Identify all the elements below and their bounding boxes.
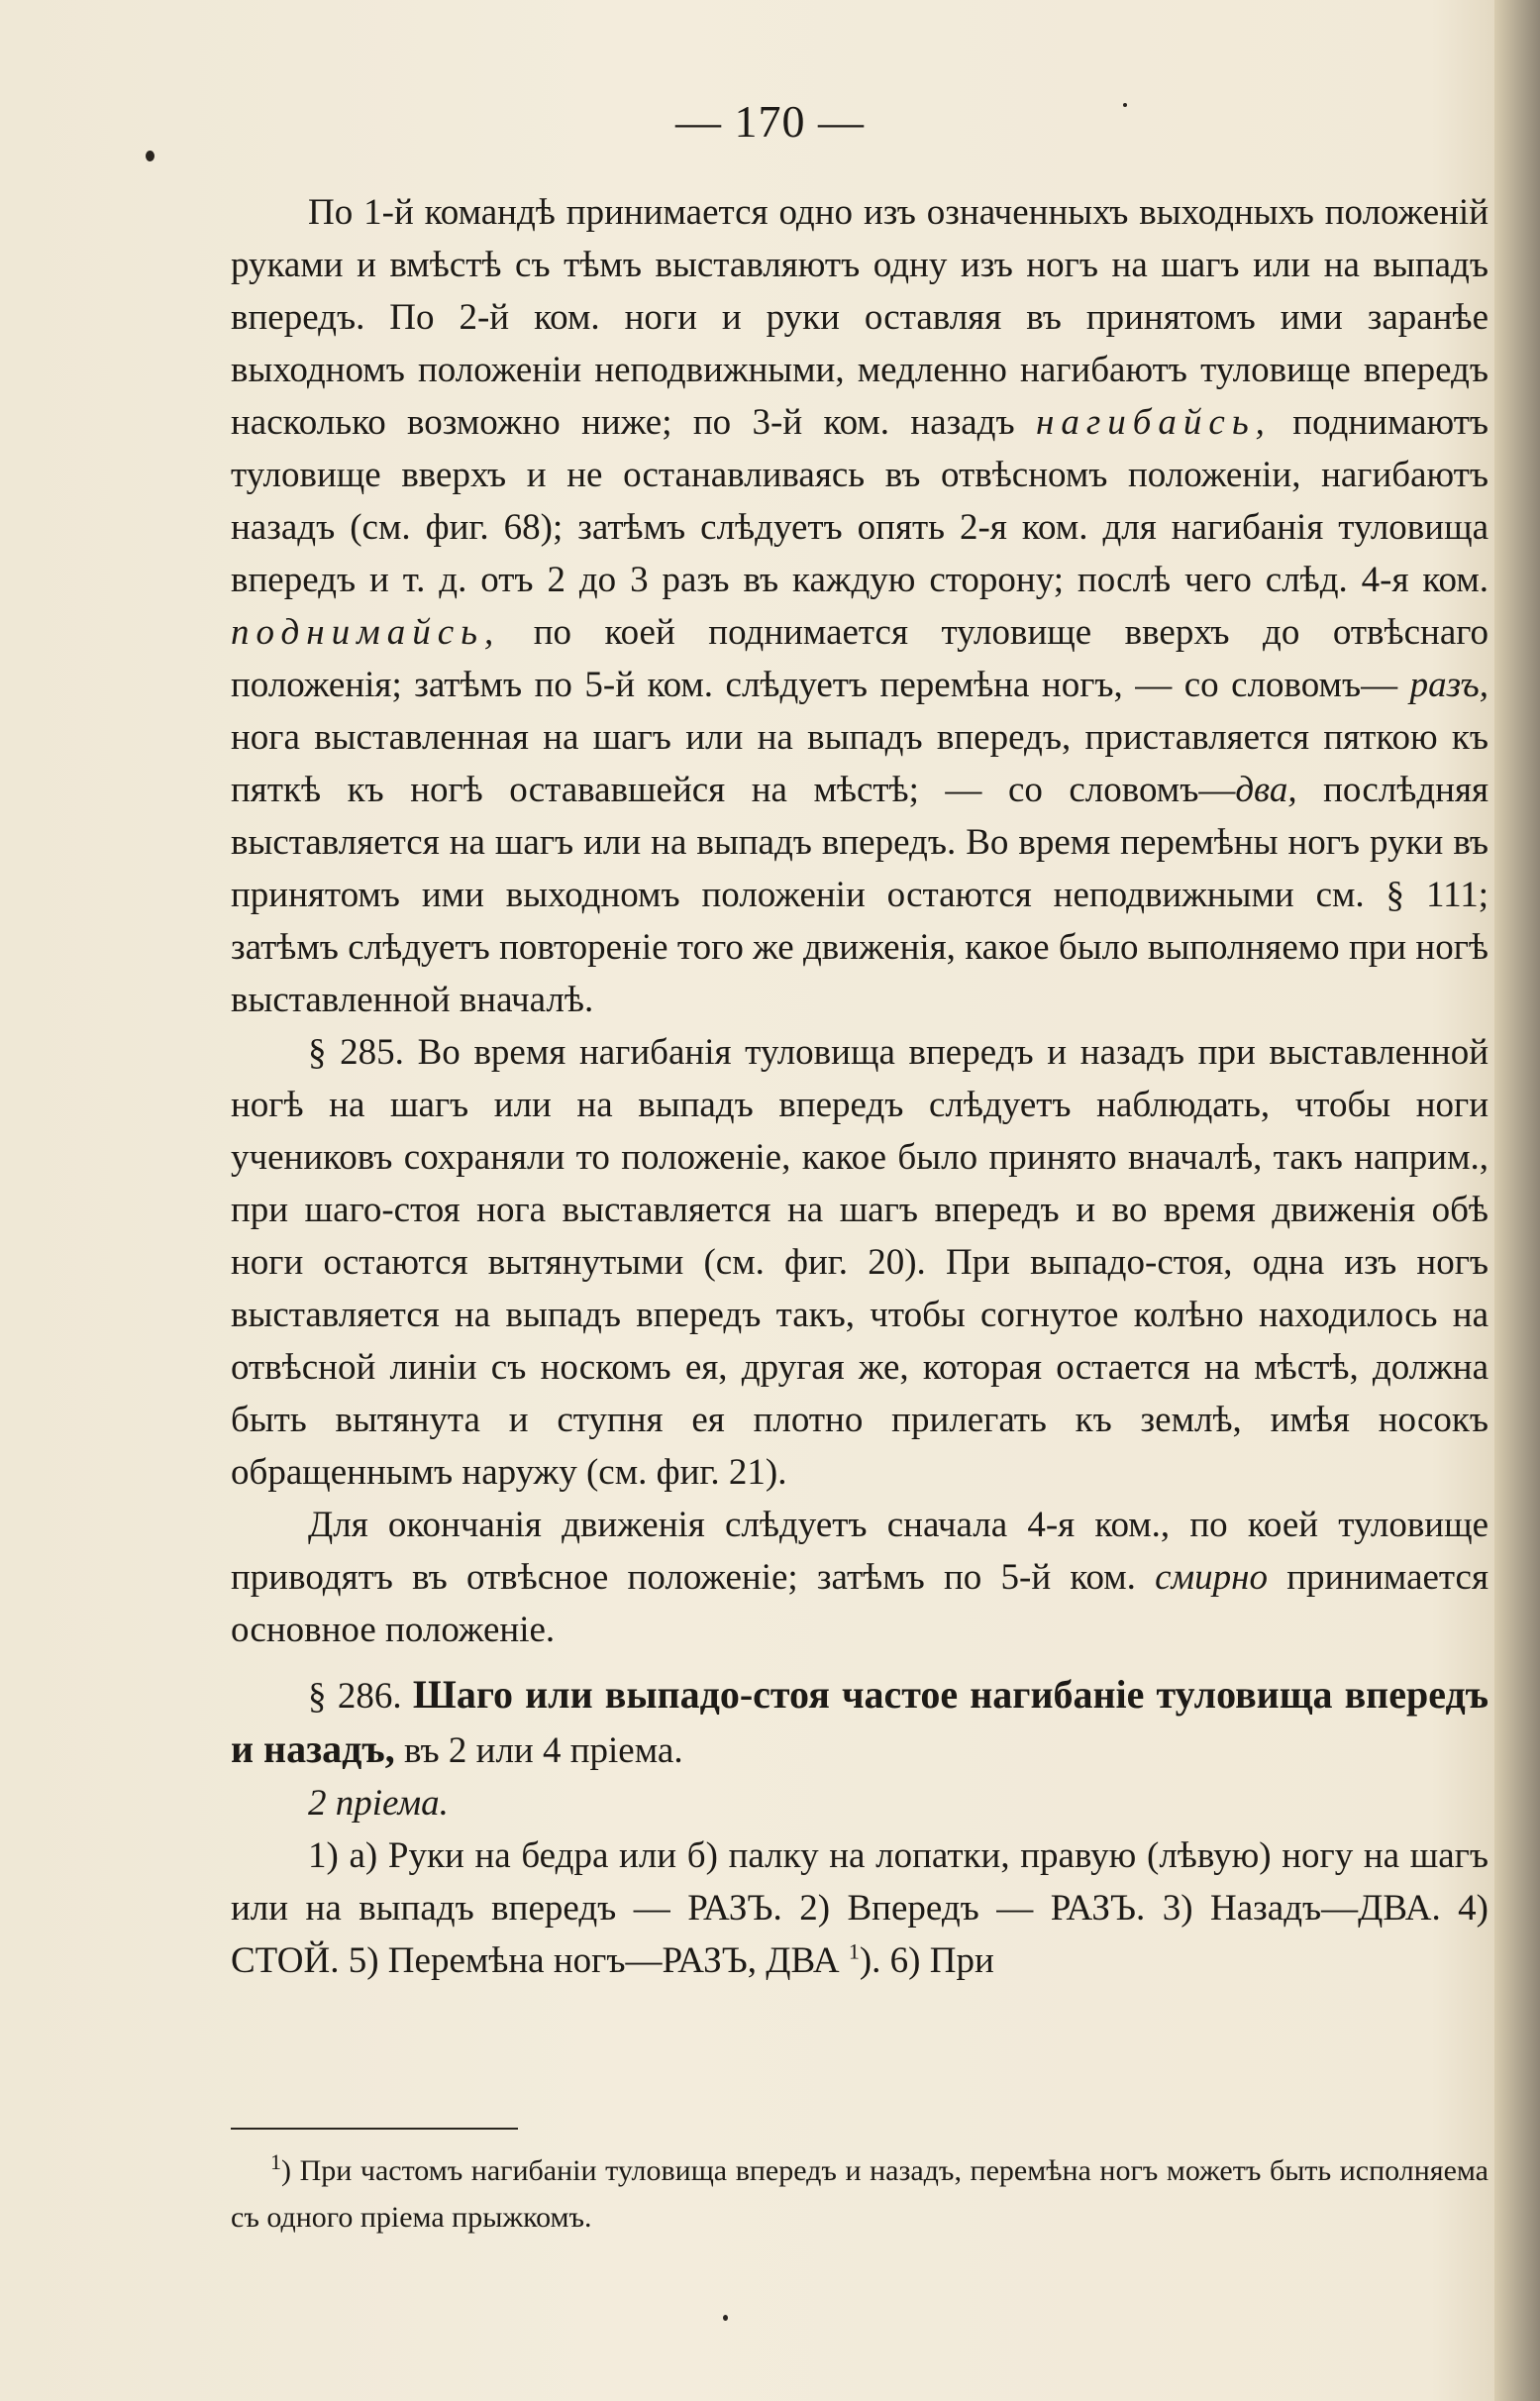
- ink-speck: [1123, 103, 1127, 107]
- footnote-divider: [231, 2128, 518, 2130]
- paragraph-285: § 285. Во время нагибанія туловища впередъ и назадъ при выставленной ногѣ на шагъ или на выпадъ впередъ слѣдуетъ наблюдать, чтобы ноги учениковъ сохраняли то положеніе, какое было принято вначалѣ, такъ наприм., при шаго-стоя нога выставляется на шагъ впередъ и во время движенія обѣ ноги остаются вытянутыми (см. фиг. 20). При выпадо-стоя, одна изъ ногъ выставляется на выпадъ впередъ такъ, чтобы согнутое колѣно находилось на отвѣсной линіи съ носкомъ ея, другая же, которая остается на мѣстѣ, должна быть вытянута и ступня ея плотно прилегать къ землѣ, имѣя носокъ обращеннымъ наружу (см. фиг. 21).: [231, 1032, 1489, 1493]
- text-run: нога выставленная на шагъ или на выпадъ впередъ, приставляется пяткою къ пяткѣ къ ногѣ остававшейся на мѣстѣ; — со словомъ—: [231, 717, 1489, 810]
- footnote: [231, 2147, 1489, 2241]
- text-run: Для окончанія движенія слѣдуетъ сначала 4-я ком., по коей туловище приводятъ въ отвѣсное положеніе; затѣмъ по 5-й ком.: [231, 1505, 1489, 1598]
- paragraph-3: [231, 1499, 1489, 1656]
- subheading-2-priema: 2 пріема.: [308, 1783, 449, 1824]
- text-run: принимается основное положеніе.: [231, 1557, 1489, 1650]
- text-run: послѣдняя выставляется на шагъ или на выпадъ впередъ. Во время перемѣны ногъ руки въ принятомъ ими выходномъ положеніи остаются неподвижными см. § 111; затѣмъ слѣдуетъ повтореніе того же движенія, какое было выполняемо при ногѣ выставленной вначалѣ.: [231, 770, 1489, 1020]
- text-run: По 1-й командѣ принимается одно изъ означенныхъ выходныхъ положеній руками и вмѣстѣ съ тѣмъ выставляютъ одну изъ ногъ на шагъ или на выпадъ впередъ. По 2-й ком. ноги и руки оставляя въ принятомъ ими заранѣе выходномъ положеніи неподвижными, медленно нагибаютъ туловище впередъ насколько возможно ниже; по 3-й ком. назадъ: [231, 192, 1489, 443]
- paragraph-286: [231, 1668, 1489, 1777]
- text-run: ). 6) При: [859, 1940, 994, 1981]
- page-edge-shadow: [1494, 0, 1540, 2401]
- text-run: 1) а) Руки на бедра или б) палку на лопатки, правую (лѣвую) ногу на шагъ или на выпадъ впередъ — РАЗЪ. 2) Впередъ — РАЗЪ. 3) Назадъ—ДВА. 4) СТОЙ. 5) Перемѣна ногъ—РАЗЪ, ДВА: [231, 1835, 1489, 1981]
- page-number: — 170 —: [675, 96, 865, 147]
- footnote-mark: 1: [270, 2149, 281, 2174]
- text-run: по коей поднимается туловище вверхъ до отвѣснаго положенія; затѣмъ по 5-й ком. слѣдуетъ перемѣна ногъ, — со словомъ—: [231, 612, 1489, 705]
- paragraph-steps: [231, 1829, 1489, 1987]
- ink-speck: [146, 151, 154, 161]
- text-run: поднимаютъ туловище вверхъ и не останавливаясь въ отвѣсномъ положеніи, нагибаютъ назадъ (см. фиг. 68); затѣмъ слѣдуетъ опять 2-я ком. для нагибанія туловища впередъ и т. д. отъ 2 до 3 разъ въ каждую сторону; послѣ чего слѣд. 4-я ком.: [231, 402, 1489, 600]
- command-word: поднимайсь,: [231, 612, 501, 653]
- section-number: § 286.: [308, 1676, 413, 1717]
- body-text: [231, 186, 1489, 1987]
- command-word: два,: [1235, 770, 1297, 810]
- text-run: въ 2 или 4 пріема.: [394, 1730, 683, 1771]
- command-word: нагибайсь,: [1036, 402, 1272, 443]
- footnote-text: ) При частомъ нагибаніи туловища впередъ и назадъ, перемѣна ногъ можетъ быть исполняема съ одного пріема прыжкомъ.: [231, 2154, 1489, 2234]
- footnote-ref: 1: [848, 1938, 860, 1964]
- section-heading: Шаго или выпадо-стоя частое нагибаніе туловища впередъ и назадъ,: [231, 1672, 1489, 1771]
- command-word: разъ,: [1409, 665, 1489, 705]
- command-word: смирно: [1155, 1557, 1269, 1598]
- ink-speck: [723, 2315, 728, 2321]
- paragraph-1: [231, 186, 1489, 1026]
